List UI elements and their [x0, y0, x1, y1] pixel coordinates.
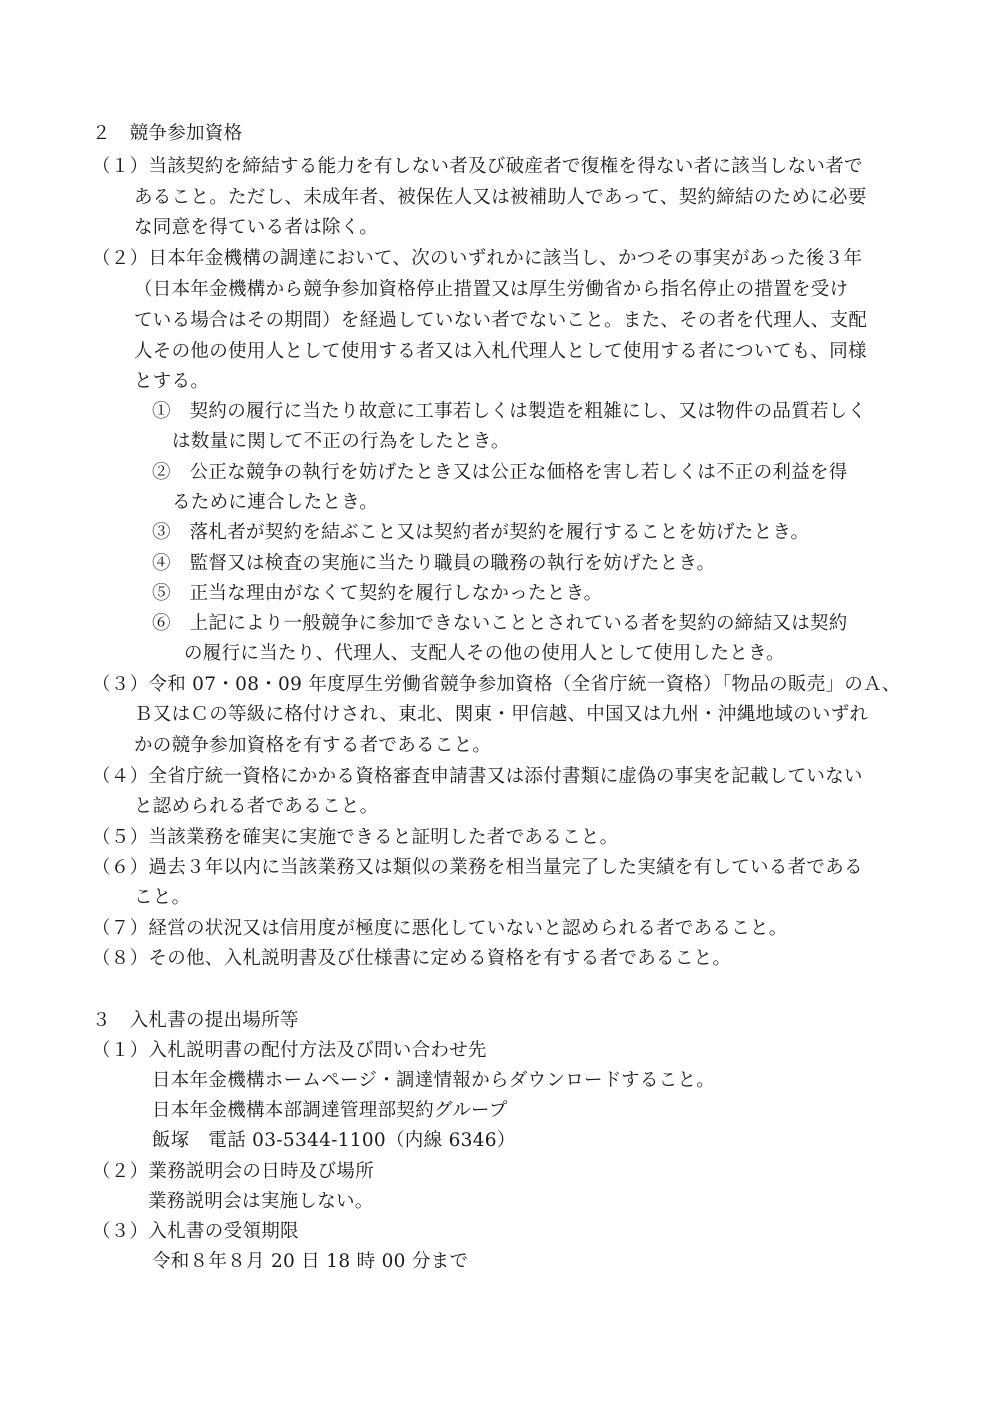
- download-instruction: 日本年金機構ホームページ・調達情報からダウンロードすること。: [152, 1070, 716, 1091]
- section-2-heading: ２ 競争参加資格: [92, 123, 243, 144]
- qualification-item-6-line-2: こと。: [134, 887, 191, 908]
- sub-item-6-line-2: の履行に当たり、代理人、支配人その他の使用人として使用したとき。: [184, 643, 785, 664]
- qualification-item-2-line-2: （日本年金機構から競争参加資格停止措置又は厚生労働省から指名停止の措置を受け: [134, 279, 849, 300]
- sub-item-1-line-1: ① 契約の履行に当たり故意に工事若しくは製造を粗雑にし、又は物件の品質若しく: [152, 401, 867, 422]
- qualification-item-1-line-3: な同意を得ている者は除く。: [134, 217, 379, 238]
- qualification-item-1-line-1: （１）当該契約を締結する能力を有しない者及び破産者で復権を得ない者に該当しない者で: [92, 156, 863, 177]
- sub-item-3: ③ 落札者が契約を結ぶこと又は契約者が契約を履行することを妨げたとき。: [152, 522, 810, 543]
- sub-item-4: ④ 監督又は検査の実施に当たり職員の職務の執行を妨げたとき。: [152, 553, 716, 574]
- qualification-item-3-line-1: （３）令和 07・08・09 年度厚生労働省競争参加資格（全省庁統一資格）「物品の販売」のＡ、: [92, 674, 901, 695]
- bid-deadline: 令和８年８月 20 日 18 時 00 分まで: [152, 1251, 469, 1272]
- briefing-note: 業務説明会は実施しない。: [148, 1191, 374, 1212]
- qualification-item-1-line-2: あること。ただし、未成年者、被保佐人又は被補助人であって、契約締結のために必要: [134, 187, 867, 208]
- section-3-heading: ３ 入札書の提出場所等: [92, 1010, 299, 1031]
- contact-phone: 飯塚 電話 03-5344-1100（内線 6346）: [152, 1130, 516, 1151]
- submission-item-1-title: （１）入札説明書の配付方法及び問い合わせ先: [92, 1040, 487, 1061]
- submission-item-2-title: （２）業務説明会の日時及び場所: [92, 1161, 375, 1182]
- qualification-item-2-line-3: ている場合はその期間）を経過していない者でないこと。また、その者を代理人、支配: [134, 310, 868, 331]
- qualification-item-5: （５）当該業務を確実に実施できると証明した者であること。: [92, 827, 619, 848]
- submission-item-3-title: （３）入札書の受領期限: [92, 1221, 299, 1242]
- qualification-item-7: （７）経営の状況又は信用度が極度に悪化していないと認められる者であること。: [92, 918, 788, 939]
- qualification-item-3-line-2: Ｂ又はＣの等級に格付けされ、東北、関東・甲信越、中国又は九州・沖縄地域のいずれ: [134, 704, 869, 725]
- sub-item-5: ⑤ 正当な理由がなくて契約を履行しなかったとき。: [152, 583, 603, 604]
- qualification-item-3-line-3: かの競争参加資格を有する者であること。: [134, 735, 492, 756]
- sub-item-2-line-1: ② 公正な競争の執行を妨げたとき又は公正な価格を害し若しくは不正の利益を得: [152, 462, 848, 483]
- qualification-item-6-line-1: （６）過去３年以内に当該業務又は類似の業務を相当量完了した実績を有している者である: [92, 857, 863, 878]
- qualification-item-4-line-1: （４）全省庁統一資格にかかる資格審査申請書又は添付書類に虚偽の事実を記載していない: [92, 766, 863, 787]
- sub-item-1-line-2: は数量に関して不正の行為をしたとき。: [172, 431, 510, 452]
- qualification-item-2-line-4: 人その他の使用人として使用する者又は入札代理人として使用する者についても、同様: [134, 341, 867, 362]
- qualification-item-2-line-5: とする。: [134, 371, 210, 392]
- qualification-item-8: （８）その他、入札説明書及び仕様書に定める資格を有する者であること。: [92, 948, 732, 969]
- contact-department: 日本年金機構本部調達管理部契約グループ: [152, 1100, 508, 1121]
- qualification-item-2-line-1: （２）日本年金機構の調達において、次のいずれかに該当し、かつその事実があった後３年: [92, 248, 863, 269]
- sub-item-6-line-1: ⑥ 上記により一般競争に参加できないこととされている者を契約の締結又は契約: [152, 613, 848, 634]
- qualification-item-4-line-2: と認められる者であること。: [134, 796, 379, 817]
- sub-item-2-line-2: るために連合したとき。: [172, 492, 379, 513]
